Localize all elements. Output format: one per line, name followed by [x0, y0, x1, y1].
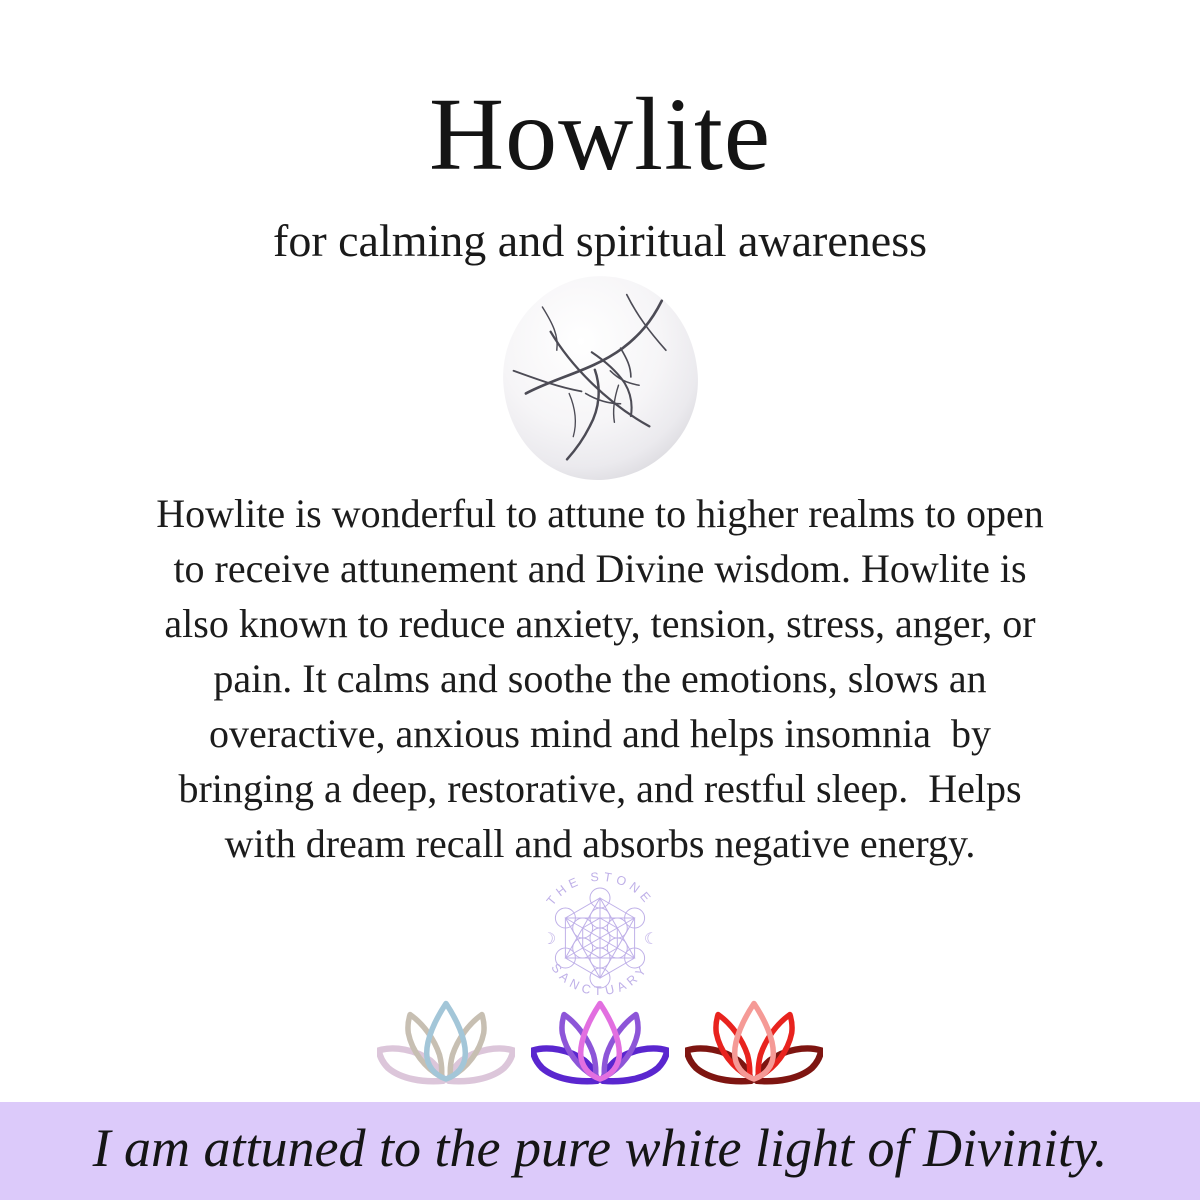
crystal-title: Howlite	[428, 77, 772, 192]
crystal-subtitle: for calming and spiritual awareness	[273, 215, 927, 266]
paragraph-line: bringing a deep, restorative, and restful sleep. Helps	[178, 766, 1022, 811]
watermark-arc-top-text: THE STONE	[543, 869, 657, 909]
paragraph-line: pain. It calms and soothe the emotions, slows an	[213, 656, 987, 701]
stone-image	[0, 272, 1200, 489]
lotus-icon-red	[685, 998, 823, 1090]
description-paragraph	[60, 486, 1140, 871]
paragraph-line: Howlite is wonderful to attune to higher realms to open	[156, 491, 1044, 536]
affirmation-text: I am attuned to the pure white light of Divinity.	[92, 1118, 1108, 1178]
crescent-moon-right-icon: ☾	[643, 931, 659, 948]
crescent-moon-left-icon: ☽	[541, 931, 557, 948]
paragraph-line: with dream recall and absorbs negative energy.	[224, 821, 976, 866]
lotus-icon-purple	[531, 998, 669, 1090]
paragraph-line: to receive attunement and Divine wisdom. Howlite is	[173, 546, 1027, 591]
lotus-row	[377, 998, 823, 1090]
lotus-icon-muted	[377, 998, 515, 1090]
paragraph-line: also known to reduce anxiety, tension, stress, anger, or	[164, 601, 1036, 646]
watermark-arc-bottom-text: SANCTUARY	[548, 960, 652, 999]
paragraph-line: overactive, anxious mind and helps insomnia by	[208, 711, 992, 756]
brand-watermark	[530, 868, 670, 1008]
howlite-stone-photo	[497, 272, 703, 484]
affirmation-banner	[0, 1102, 1200, 1200]
